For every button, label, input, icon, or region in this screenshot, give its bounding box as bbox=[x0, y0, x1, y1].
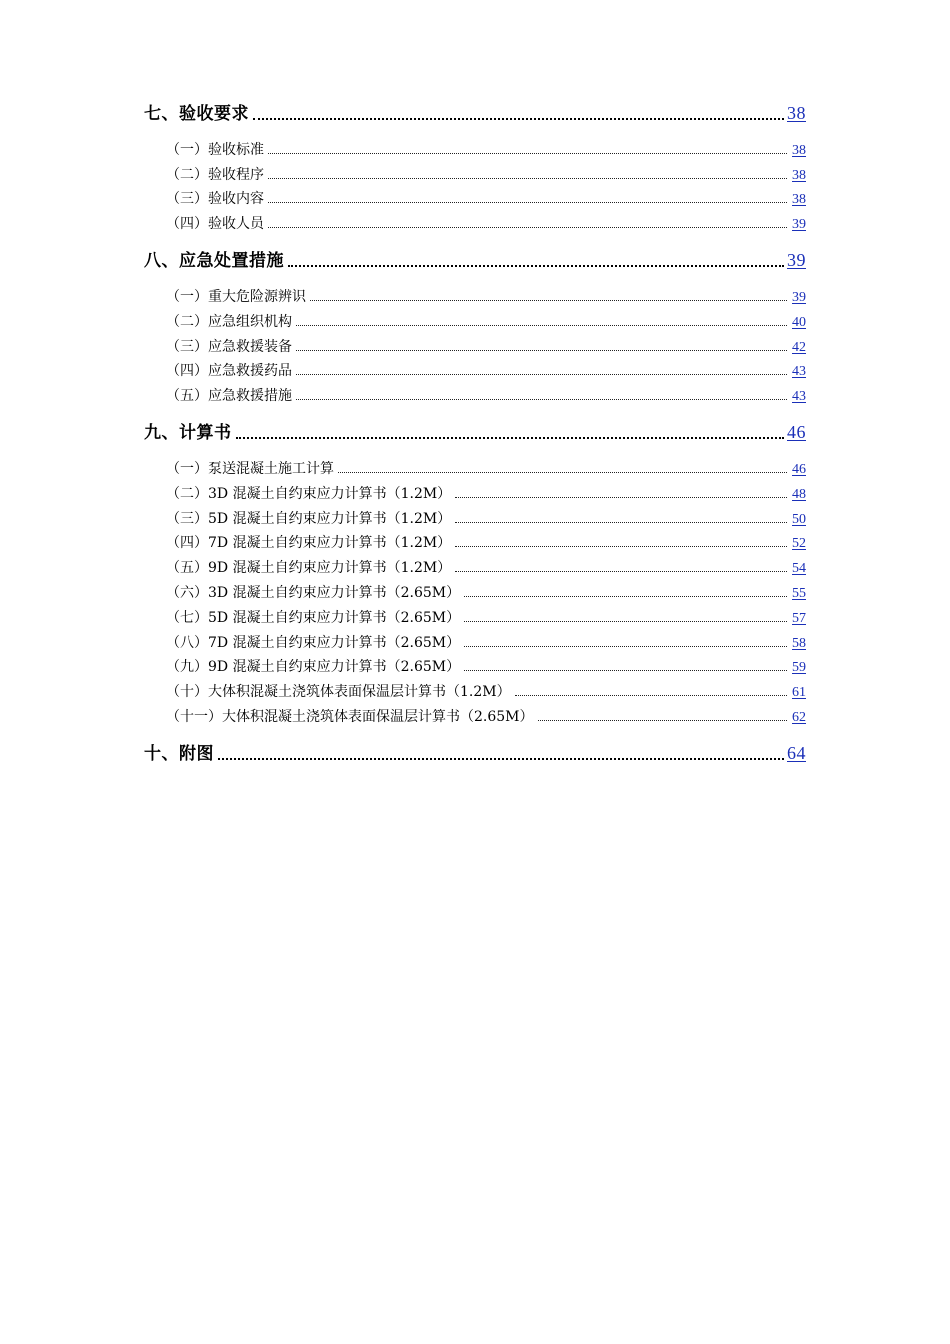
toc-page-link[interactable]: 54 bbox=[792, 561, 806, 577]
dot-leader bbox=[310, 299, 787, 301]
toc-entry-label: （三）应急救援装备 bbox=[166, 338, 292, 355]
toc-entry[interactable] bbox=[144, 96, 806, 124]
toc-entry[interactable] bbox=[144, 405, 806, 443]
toc-entry-label: （四）验收人员 bbox=[166, 216, 264, 233]
toc-page-link[interactable]: 62 bbox=[792, 709, 806, 725]
dot-leader bbox=[538, 719, 787, 721]
dot-leader bbox=[268, 152, 787, 154]
toc-page-link[interactable]: 39 bbox=[787, 250, 806, 271]
toc-entry-label: （二）3D 混凝土自约束应力计算书（1.2M） bbox=[166, 485, 452, 502]
toc-entry[interactable] bbox=[144, 331, 806, 356]
toc-entry-label: （二）应急组织机构 bbox=[166, 313, 292, 330]
dot-leader bbox=[455, 521, 787, 523]
dot-leader bbox=[268, 177, 787, 179]
dot-leader bbox=[253, 117, 784, 120]
dot-leader bbox=[455, 570, 787, 572]
toc-page-link[interactable]: 52 bbox=[792, 536, 806, 552]
dot-leader bbox=[268, 201, 787, 203]
toc-entry-label: （七）5D 混凝土自约束应力计算书（2.65M） bbox=[166, 609, 461, 626]
toc-page-link[interactable]: 57 bbox=[792, 610, 806, 626]
toc-entry-label: （一）重大危险源辨识 bbox=[166, 288, 306, 305]
toc-entry-label: （六）3D 混凝土自约束应力计算书（2.65M） bbox=[166, 584, 461, 601]
toc-page-link[interactable]: 64 bbox=[787, 742, 806, 763]
toc-entry[interactable] bbox=[144, 208, 806, 233]
toc-page-link[interactable]: 39 bbox=[792, 289, 806, 305]
toc-entry[interactable] bbox=[144, 627, 806, 652]
toc-page-link[interactable]: 46 bbox=[787, 422, 806, 443]
toc-entry[interactable] bbox=[144, 356, 806, 381]
toc-page-link[interactable]: 38 bbox=[787, 103, 806, 123]
toc-page-link[interactable]: 38 bbox=[792, 142, 806, 158]
toc-entry[interactable] bbox=[144, 159, 806, 184]
dot-leader bbox=[455, 496, 787, 498]
toc-page-link[interactable]: 48 bbox=[792, 486, 806, 502]
toc-entry-label: （十）大体积混凝土浇筑体表面保温层计算书（1.2M） bbox=[166, 684, 511, 701]
toc-entry[interactable] bbox=[144, 478, 806, 503]
toc-entry-label: （一）验收标准 bbox=[166, 141, 264, 158]
toc-entry-label: （一）泵送混凝土施工计算 bbox=[166, 460, 334, 477]
toc-entry[interactable] bbox=[144, 453, 806, 478]
toc-page-link[interactable]: 55 bbox=[792, 585, 806, 601]
toc-entry[interactable] bbox=[144, 233, 806, 271]
toc-entry-label: 八、应急处置措施 bbox=[144, 251, 284, 272]
dot-leader bbox=[218, 757, 784, 760]
toc-entry-label: （四）7D 混凝土自约束应力计算书（1.2M） bbox=[166, 535, 452, 552]
dot-leader bbox=[296, 324, 787, 326]
toc-page-link[interactable]: 46 bbox=[792, 461, 806, 477]
toc-page-link[interactable]: 43 bbox=[792, 364, 806, 380]
toc-entry-label: （五）应急救援措施 bbox=[166, 388, 292, 405]
dot-leader bbox=[464, 645, 787, 647]
toc-entry-label: 七、验收要求 bbox=[144, 104, 249, 124]
toc-page-link[interactable]: 59 bbox=[792, 660, 806, 676]
dot-leader bbox=[268, 226, 787, 228]
dot-leader bbox=[455, 545, 787, 547]
toc-entry-label: 九、计算书 bbox=[144, 423, 232, 444]
toc-entry[interactable] bbox=[144, 577, 806, 602]
toc-entry[interactable] bbox=[144, 701, 806, 726]
toc-entry[interactable] bbox=[144, 528, 806, 553]
dot-leader bbox=[296, 398, 787, 400]
dot-leader bbox=[288, 264, 784, 267]
toc-page-link[interactable]: 58 bbox=[792, 635, 806, 651]
toc-page-link[interactable]: 38 bbox=[792, 192, 806, 208]
toc-entry[interactable] bbox=[144, 652, 806, 677]
dot-leader bbox=[464, 620, 787, 622]
toc-entry[interactable] bbox=[144, 380, 806, 405]
toc-entry[interactable] bbox=[144, 306, 806, 331]
toc-page-link[interactable]: 50 bbox=[792, 511, 806, 527]
toc-page-link[interactable]: 40 bbox=[792, 314, 806, 330]
toc-entry[interactable] bbox=[144, 602, 806, 627]
dot-leader bbox=[464, 669, 787, 671]
toc-entry-label: （二）验收程序 bbox=[166, 166, 264, 183]
toc-entry[interactable] bbox=[144, 676, 806, 701]
dot-leader bbox=[338, 471, 787, 473]
dot-leader bbox=[464, 595, 787, 597]
toc-entry[interactable] bbox=[144, 184, 806, 209]
toc-entry-label: （五）9D 混凝土自约束应力计算书（1.2M） bbox=[166, 560, 452, 577]
dot-leader bbox=[236, 436, 785, 439]
toc-entry-label: （九）9D 混凝土自约束应力计算书（2.65M） bbox=[166, 659, 461, 676]
toc-entry[interactable] bbox=[144, 726, 806, 764]
toc-entry[interactable] bbox=[144, 134, 806, 159]
dot-leader bbox=[296, 349, 787, 351]
toc-entry-label: 十、附图 bbox=[144, 743, 214, 764]
toc-page-link[interactable]: 61 bbox=[792, 685, 806, 701]
toc-entry[interactable] bbox=[144, 281, 806, 306]
toc-entry-label: （四）应急救援药品 bbox=[166, 363, 292, 380]
dot-leader bbox=[515, 694, 787, 696]
toc-entry-label: （十一）大体积混凝土浇筑体表面保温层计算书（2.65M） bbox=[166, 708, 534, 725]
toc-entry-label: （八）7D 混凝土自约束应力计算书（2.65M） bbox=[166, 634, 461, 651]
toc-entry-label: （三）验收内容 bbox=[166, 191, 264, 208]
toc-page-link[interactable]: 38 bbox=[792, 167, 806, 183]
dot-leader bbox=[296, 373, 787, 375]
toc-entry[interactable] bbox=[144, 503, 806, 528]
toc-entry[interactable] bbox=[144, 552, 806, 577]
toc-entry-label: （三）5D 混凝土自约束应力计算书（1.2M） bbox=[166, 510, 452, 527]
toc-page-link[interactable]: 42 bbox=[792, 339, 806, 355]
toc-page-link[interactable]: 39 bbox=[792, 217, 806, 233]
table-of-contents bbox=[144, 96, 806, 764]
toc-page-link[interactable]: 43 bbox=[792, 389, 806, 405]
